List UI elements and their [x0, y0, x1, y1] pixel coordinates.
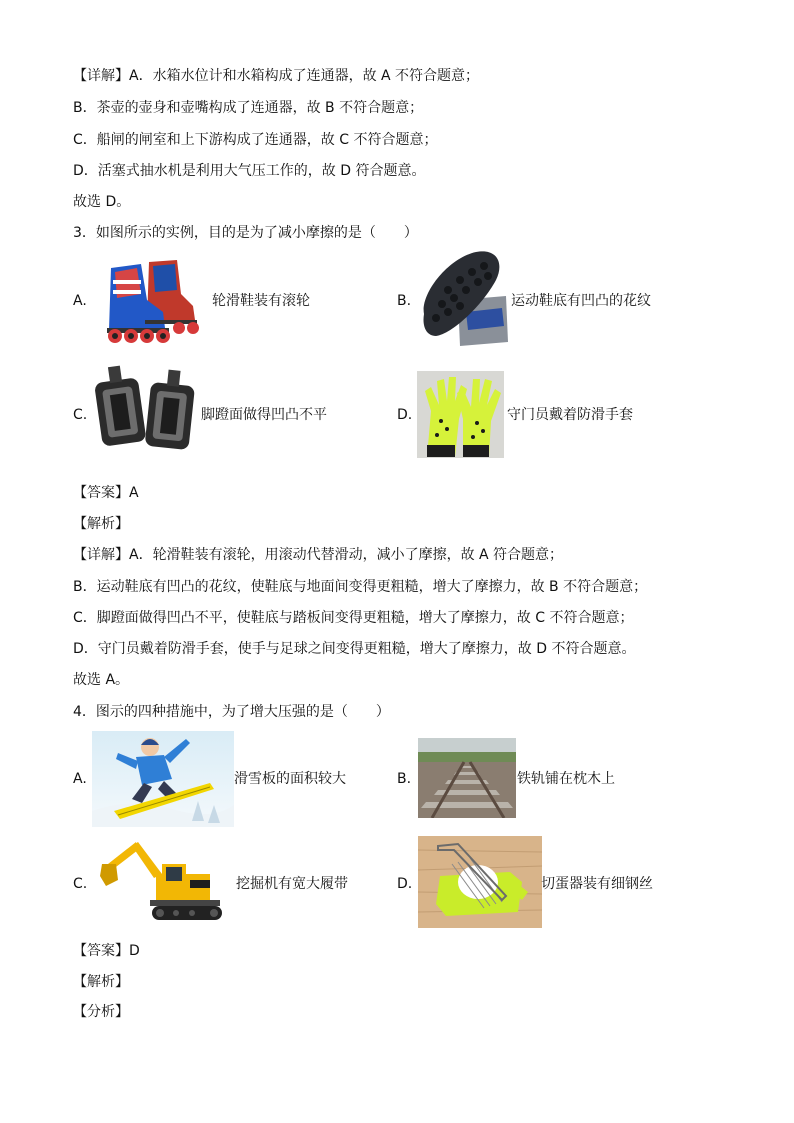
q3-stem: 3．如图所示的实例，目的是为了减小摩擦的是（ ） [73, 225, 418, 241]
q4-option-d-text: 切蛋器装有细钢丝 [541, 876, 653, 892]
bike-pedals-image [92, 364, 198, 456]
q4-option-b-letter: B. [397, 771, 412, 787]
railway-track-image [418, 738, 516, 818]
q3-detail-line-1: 【详解】A．轮滑鞋装有滚轮，用滚动代替滑动，减小了摩擦，故 A 符合题意； [73, 547, 564, 563]
q4-fenxi-label: 【分析】 [73, 1004, 129, 1020]
q3-option-c-text: 脚蹬面做得凹凸不平 [201, 407, 327, 423]
q3-detail-line-5: 故选 A。 [73, 672, 130, 688]
sneaker-sole-image [418, 250, 508, 348]
q4-option-b-text: 铁轨铺在枕木上 [517, 771, 615, 787]
q4-option-c-text: 挖掘机有宽大履带 [236, 876, 348, 892]
q3-detail-line-4: D．守门员戴着防滑手套，使手与足球之间变得更粗糙，增大了摩擦力，故 D 不符合题意。 [73, 641, 636, 657]
q3-detail-line-2: B．运动鞋底有凹凸的花纹，使鞋底与地面间变得更粗糙，增大了摩擦力，故 B 不符合题意； [73, 579, 648, 595]
goalkeeper-gloves-image [417, 371, 504, 458]
q3-detail-line-3: C．脚蹬面做得凹凸不平，使鞋底与踏板间变得更粗糙，增大了摩擦力，故 C 不符合题意； [73, 610, 634, 626]
q3-answer: 【答案】A [73, 485, 139, 501]
q3-option-b-text: 运动鞋底有凹凸的花纹 [511, 293, 651, 309]
egg-slicer-image [418, 836, 542, 928]
detail-line-4: D．活塞式抽水机是利用大气压工作的，故 D 符合题意。 [73, 163, 426, 179]
q4-option-a-letter: A. [73, 771, 87, 787]
roller-skate-image [97, 254, 209, 346]
q4-analysis-label: 【解析】 [73, 974, 129, 990]
q4-option-c-letter: C. [73, 876, 88, 892]
q3-option-d-letter: D. [397, 407, 413, 423]
detail-line-3: C．船闸的闸室和上下游构成了连通器，故 C 不符合题意； [73, 132, 438, 148]
q3-option-c-letter: C. [73, 407, 88, 423]
q3-option-a-text: 轮滑鞋装有滚轮 [212, 293, 310, 309]
q4-answer: 【答案】D [73, 943, 140, 959]
q3-analysis-label: 【解析】 [73, 516, 129, 532]
q4-option-a-text: 滑雪板的面积较大 [234, 771, 346, 787]
q3-option-a-letter: A. [73, 293, 87, 309]
detail-line-5: 故选 D。 [73, 194, 131, 210]
q4-stem: 4．图示的四种措施中，为了增大压强的是（ ） [73, 704, 390, 720]
detail-line-2: B．茶壶的壶身和壶嘴构成了连通器，故 B 不符合题意； [73, 100, 424, 116]
q3-option-d-text: 守门员戴着防滑手套 [507, 407, 633, 423]
q3-option-b-letter: B. [397, 293, 412, 309]
snowboarder-image [92, 731, 234, 827]
detail-line-1: 【详解】A．水箱水位计和水箱构成了连通器，故 A 不符合题意； [73, 68, 480, 84]
q4-option-d-letter: D. [397, 876, 413, 892]
excavator-image [96, 834, 230, 924]
